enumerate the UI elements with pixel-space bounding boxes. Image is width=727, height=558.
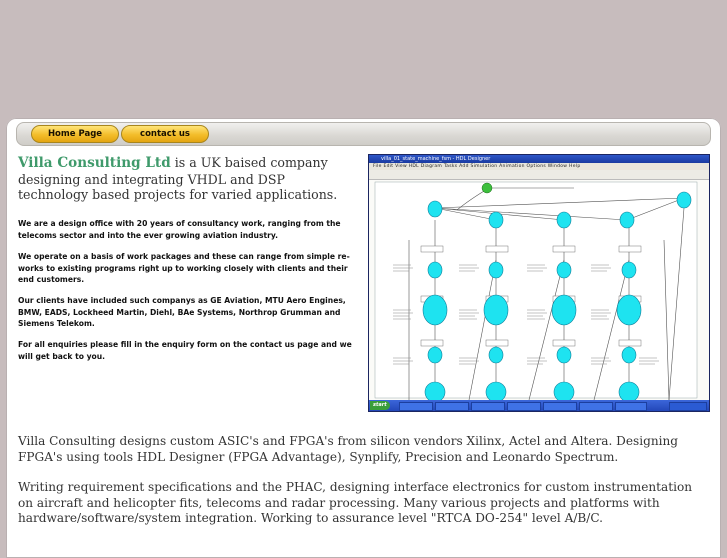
taskbar-item <box>471 402 505 411</box>
taskbar-tray <box>669 402 707 411</box>
home-page-button[interactable]: Home Page <box>31 125 119 143</box>
enquiries-paragraph: For all enquiries please fill in the enquiry form on the contact us page and we will get back to you. <box>18 340 352 361</box>
screenshot-menu-text: File Edit View HDL Diagram Tasks Add Simulation Animation Options Window Help <box>373 164 581 169</box>
screenshot-window-title: villa_01_state_machine_fsm - HDL Designer <box>381 156 491 162</box>
taskbar-item <box>579 402 613 411</box>
screenshot-menubar <box>369 163 709 170</box>
content-panel <box>6 118 721 558</box>
intro-paragraph <box>18 155 356 203</box>
state-diagram-canvas <box>369 180 709 400</box>
contact-us-button[interactable]: contact us <box>121 125 209 143</box>
taskbar-item <box>615 402 647 411</box>
work-packages-paragraph: We operate on a basis of work packages and these can range from simple re-works to existing programs right up to working closely with clients and their end customers. <box>18 252 350 284</box>
screenshot-taskbar <box>369 400 709 411</box>
hdl-designer-screenshot <box>368 154 710 412</box>
clients-paragraph: Our clients have included such companys as GE Aviation, MTU Aero Engines, BMW, EADS, Lockheed Martin, Diehl, BAe Systems, Northrop Grumman and Siemens Telekom. <box>18 296 346 328</box>
taskbar-item <box>435 402 469 411</box>
intro-text: is a UK baised company designing and integrating VHDL and DSP technology based projects for varied applications. <box>18 155 338 202</box>
start-node <box>482 183 492 193</box>
taskbar-item <box>399 402 433 411</box>
screenshot-toolbar <box>369 170 709 180</box>
company-name: Villa Consulting Ltd <box>18 155 171 171</box>
asic-fpga-paragraph: Villa Consulting designs custom ASIC's and FPGA's from silicon vendors Xilinx, Actel and Altera. Designing FPGA's using tools HDL Designer (FPGA Advantage), Synplify, Precision and Leonardo Spectrum. <box>18 434 679 464</box>
about-paragraph: We are a design office with 20 years of consultancy work, ranging from the telecoms sector and into the ever growing aviation industry. <box>18 219 341 240</box>
screenshot-start-button <box>370 401 390 410</box>
screenshot-titlebar <box>369 155 709 163</box>
taskbar-item <box>507 402 541 411</box>
state-diagram-svg <box>369 180 709 400</box>
nav-bar <box>16 122 711 146</box>
taskbar-item <box>543 402 577 411</box>
screenshot-start-label: start <box>373 402 387 408</box>
requirements-paragraph: Writing requirement specifications and the PHAC, designing interface electronics for custom instrumentation on aircraft and helicopter fits, telecoms and radar processing. Many various projects and platforms with hardware/software/system integration. Working to assurance level "RTCA DO-254" level A/B/C. <box>18 480 693 525</box>
